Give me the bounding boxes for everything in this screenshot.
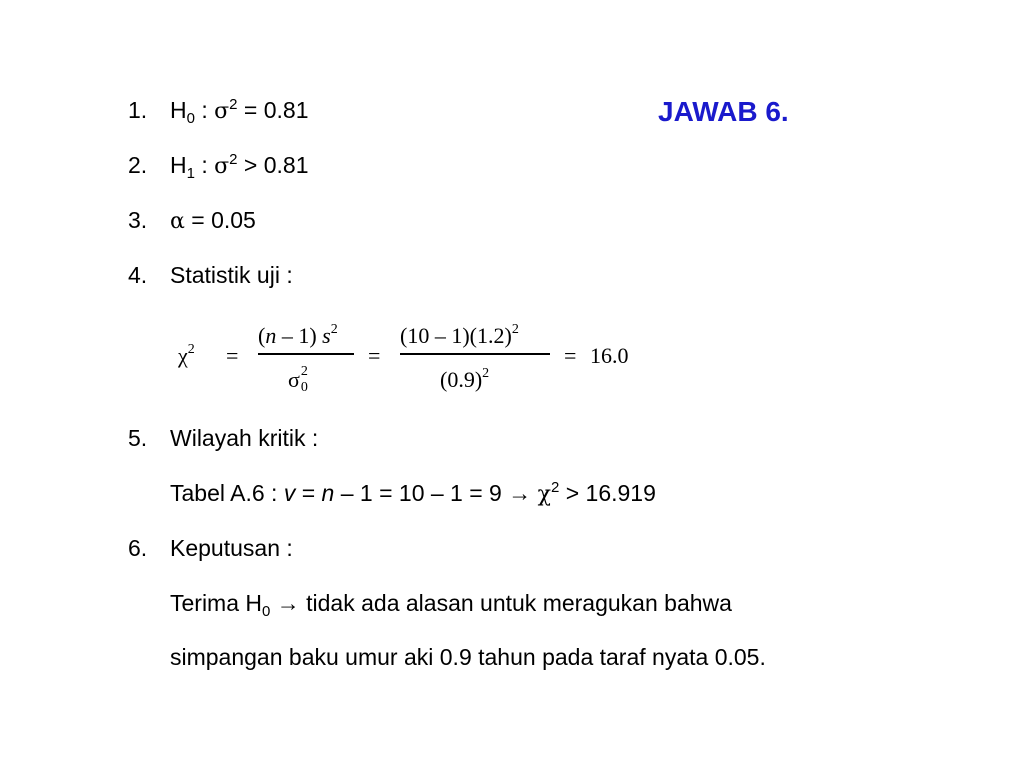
fraction2-denominator: $(0.9)^2$ — [440, 366, 490, 392]
equals-sign: = — [368, 343, 381, 368]
item-number: 6. — [128, 535, 148, 561]
fraction1-numerator: (n – 1) $s^2$ — [258, 322, 338, 348]
fraction2-numerator: $(10 - 1)(1.2)^2$ — [400, 322, 519, 348]
fraction2-bar — [400, 353, 550, 355]
item-number: 3. — [128, 207, 148, 233]
item-number: 2. — [128, 152, 148, 178]
slide-title: JAWAB 6. — [658, 96, 789, 127]
fraction1-denominator: σ 2 0 — [288, 364, 308, 395]
item-number: 5. — [128, 425, 148, 451]
equals-sign: = — [564, 343, 577, 368]
chi-square-symbol: $\chi^2$ — [178, 342, 195, 368]
item-number: 1. — [128, 97, 148, 123]
formula-result: 16.0 — [590, 343, 629, 368]
item-number: 4. — [128, 262, 148, 288]
fraction1-bar — [258, 353, 354, 355]
equals-sign: = — [226, 343, 239, 368]
chi-square-formula — [178, 312, 658, 404]
